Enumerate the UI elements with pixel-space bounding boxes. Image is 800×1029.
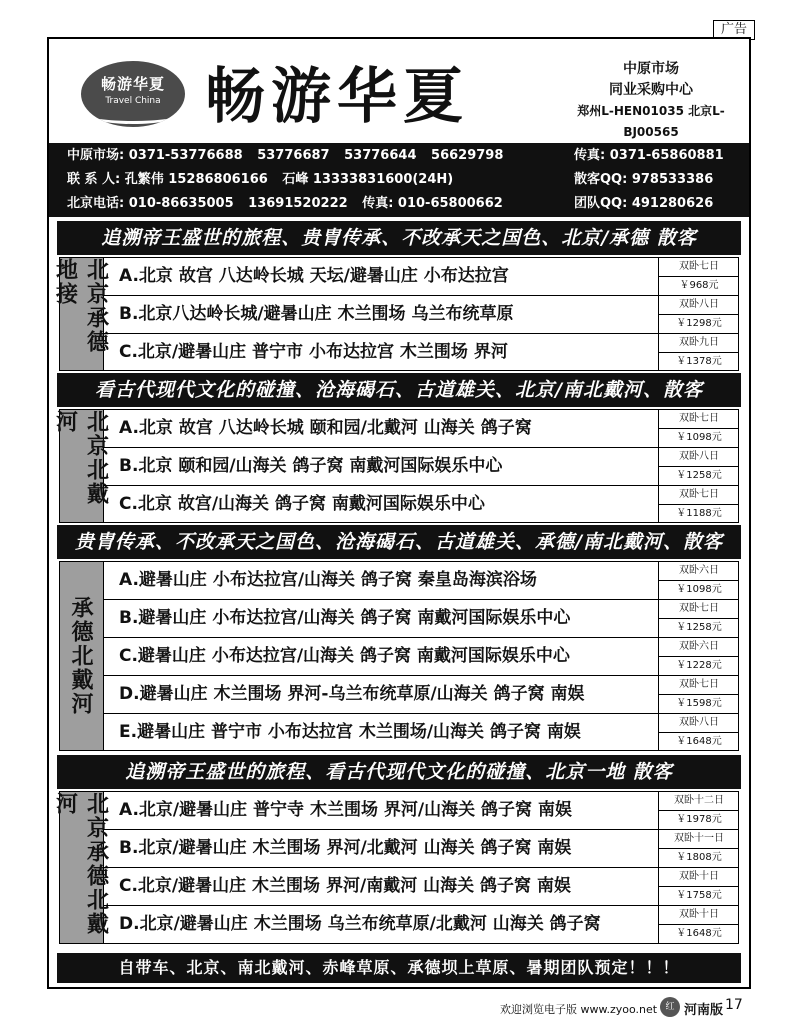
duration: 双卧八日 bbox=[659, 448, 739, 467]
contact-row-2 bbox=[67, 168, 463, 192]
price: ￥1758元 bbox=[676, 890, 722, 901]
duration: 双卧十日 bbox=[659, 906, 739, 925]
route-row bbox=[103, 410, 739, 448]
fax-zhengzhou: 传真: 0371-65860881 bbox=[574, 148, 724, 163]
duration: 双卧七日 bbox=[659, 258, 739, 277]
price: ￥1258元 bbox=[676, 622, 722, 633]
duration: 双卧七日 bbox=[659, 600, 739, 619]
duration: 双卧十日 bbox=[659, 868, 739, 887]
price-box bbox=[658, 258, 739, 295]
price-box bbox=[658, 638, 739, 675]
price: ￥1648元 bbox=[676, 736, 722, 747]
route-section bbox=[52, 409, 739, 523]
section-banner: 看古代现代文化的碰撞、沧海碣石、古道雄关、北京/南北戴河、散客 bbox=[57, 373, 741, 407]
price-box bbox=[658, 334, 739, 371]
region-label: 承德北戴河 bbox=[60, 562, 104, 750]
section-banner: 贵胄传承、不改承天之国色、沧海碣石、古道雄关、承德/南北戴河、散客 bbox=[57, 525, 741, 559]
route-text: B.北京八达岭长城/避暑山庄 木兰围场 乌兰布统草原 bbox=[119, 304, 514, 324]
duration: 双卧八日 bbox=[659, 296, 739, 315]
route-row bbox=[103, 600, 739, 638]
route-row bbox=[103, 486, 739, 524]
market-name: 中原市场 bbox=[623, 61, 679, 77]
route-text: C.北京/避暑山庄 木兰围场 界河/南戴河 山海关 鸽子窝 南娱 bbox=[119, 876, 571, 896]
route-text: D.北京/避暑山庄 木兰围场 乌兰布统草原/北戴河 山海关 鸽子窝 bbox=[119, 914, 601, 934]
price-box bbox=[658, 676, 739, 713]
price: ￥1598元 bbox=[676, 698, 722, 709]
price: ￥1188元 bbox=[676, 508, 722, 519]
region-label: 北京承德地接 bbox=[60, 258, 104, 370]
center-info bbox=[551, 59, 751, 143]
route-row bbox=[103, 906, 739, 944]
route-text: B.北京 颐和园/山海关 鸽子窝 南戴河国际娱乐中心 bbox=[119, 456, 503, 476]
route-row bbox=[103, 868, 739, 906]
route-text: A.避暑山庄 小布达拉宫/山海关 鸽子窝 秦皇岛海滨浴场 bbox=[119, 570, 537, 590]
duration: 双卧九日 bbox=[659, 334, 739, 353]
beijing-phone: 北京电话: 010-86635005 bbox=[67, 196, 234, 211]
footer-banner: 自带车、北京、南北戴河、赤峰草原、承德坝上草原、暑期团队预定！！！ bbox=[57, 953, 741, 983]
contact-person: 石峰 13333831600(24H) bbox=[282, 172, 454, 187]
route-text: A.北京 故宫 八达岭长城 颐和园/北戴河 山海关 鸽子窝 bbox=[119, 418, 532, 438]
route-text: A.北京 故宫 八达岭长城 天坛/避暑山庄 小布达拉宫 bbox=[119, 266, 509, 286]
route-text: E.避暑山庄 普宁市 小布达拉宫 木兰围场/山海关 鸽子窝 南娱 bbox=[119, 722, 581, 742]
route-section bbox=[52, 791, 739, 944]
route-row bbox=[103, 334, 739, 372]
price-box bbox=[658, 486, 739, 523]
route-row bbox=[103, 714, 739, 752]
price-box bbox=[658, 296, 739, 333]
duration: 双卧七日 bbox=[659, 410, 739, 429]
newspaper-logo-icon: 红 bbox=[660, 997, 680, 1017]
price: ￥1648元 bbox=[676, 928, 722, 939]
brand-title: 畅游华夏 bbox=[205, 62, 469, 132]
route-text: C.北京 故宫/山海关 鸽子窝 南戴河国际娱乐中心 bbox=[119, 494, 485, 514]
price-box bbox=[658, 714, 739, 751]
price: ￥1228元 bbox=[676, 660, 722, 671]
duration: 双卧六日 bbox=[659, 638, 739, 657]
contact-person: 联 系 人: 孔繁伟 15286806166 bbox=[67, 172, 268, 187]
route-section bbox=[52, 257, 739, 371]
page-number: 17 bbox=[725, 997, 743, 1013]
price-box bbox=[658, 830, 739, 867]
duration: 双卧七日 bbox=[659, 676, 739, 695]
route-text: A.北京/避暑山庄 普宁寺 木兰围场 界河/山海关 鸽子窝 南娱 bbox=[119, 800, 572, 820]
route-row bbox=[103, 562, 739, 600]
route-section bbox=[59, 561, 739, 751]
region-label: 北京北戴河 bbox=[60, 410, 104, 522]
edition-label: 河南版 bbox=[684, 1003, 724, 1018]
route-row bbox=[103, 830, 739, 868]
phone-number: 0371-53776688 bbox=[128, 148, 243, 163]
duration: 双卧七日 bbox=[659, 486, 739, 505]
beijing-mobile: 13691520222 bbox=[248, 196, 348, 211]
route-text: D.避暑山庄 木兰围场 界河-乌兰布统草原/山海关 鸽子窝 南娱 bbox=[119, 684, 585, 704]
price-box bbox=[658, 868, 739, 905]
logo-wave-icon bbox=[87, 105, 179, 124]
page-footer bbox=[500, 997, 760, 1019]
price-box bbox=[658, 906, 739, 943]
price-box bbox=[658, 448, 739, 485]
duration: 双卧八日 bbox=[659, 714, 739, 733]
group-qq: 团队QQ: 491280626 bbox=[574, 196, 714, 211]
contact-row-3 bbox=[67, 192, 513, 216]
logo bbox=[81, 61, 185, 127]
contact-label: 中原市场: bbox=[67, 148, 129, 163]
price-box bbox=[658, 792, 739, 829]
route-text: C.避暑山庄 小布达拉宫/山海关 鸽子窝 南戴河国际娱乐中心 bbox=[119, 646, 570, 666]
logo-text-cn: 畅游华夏 bbox=[100, 75, 165, 93]
price: ￥1808元 bbox=[676, 852, 722, 863]
contact-block bbox=[49, 143, 749, 217]
section-banner: 追溯帝王盛世的旅程、看古代现代文化的碰撞、北京一地 散客 bbox=[57, 755, 741, 789]
price-box bbox=[658, 562, 739, 599]
header bbox=[49, 39, 749, 143]
route-row bbox=[103, 792, 739, 830]
price: ￥1378元 bbox=[676, 356, 722, 367]
route-row bbox=[103, 676, 739, 714]
individual-qq: 散客QQ: 978533386 bbox=[574, 172, 714, 187]
site-link[interactable]: 欢迎浏览电子版 www.zyoo.net bbox=[500, 1003, 658, 1016]
contact-row-1 bbox=[67, 144, 513, 168]
price: ￥1098元 bbox=[676, 432, 722, 443]
route-row bbox=[103, 258, 739, 296]
ad-frame bbox=[47, 37, 751, 989]
route-row bbox=[103, 638, 739, 676]
duration: 双卧十一日 bbox=[659, 830, 739, 849]
duration: 双卧十二日 bbox=[659, 792, 739, 811]
route-row bbox=[103, 296, 739, 334]
price: ￥1258元 bbox=[676, 470, 722, 481]
price: ￥1098元 bbox=[676, 584, 722, 595]
region-label: 北京承德北戴河 bbox=[60, 792, 104, 943]
license-numbers: 郑州L-HEN01035 北京L-BJ00565 bbox=[577, 104, 725, 139]
beijing-fax: 传真: 010-65800662 bbox=[362, 196, 503, 211]
price: ￥1298元 bbox=[676, 318, 722, 329]
route-row bbox=[103, 448, 739, 486]
price: ￥1978元 bbox=[676, 814, 722, 825]
logo-text-en: Travel China bbox=[105, 96, 161, 106]
section-banner: 追溯帝王盛世的旅程、贵胄传承、不改承天之国色、北京/承德 散客 bbox=[57, 221, 741, 255]
phone-number: 56629798 bbox=[431, 148, 504, 163]
route-text: B.北京/避暑山庄 木兰围场 界河/北戴河 山海关 鸽子窝 南娱 bbox=[119, 838, 572, 858]
phone-number: 53776644 bbox=[344, 148, 417, 163]
ad-tag: 广告 bbox=[713, 20, 755, 40]
duration: 双卧六日 bbox=[659, 562, 739, 581]
route-text: C.北京/避暑山庄 普宁市 小布达拉宫 木兰围场 界河 bbox=[119, 342, 508, 362]
price-box bbox=[658, 600, 739, 637]
center-name: 同业采购中心 bbox=[609, 82, 693, 98]
price: ￥968元 bbox=[679, 280, 719, 291]
phone-number: 53776687 bbox=[257, 148, 330, 163]
route-text: B.避暑山庄 小布达拉宫/山海关 鸽子窝 南戴河国际娱乐中心 bbox=[119, 608, 571, 628]
price-box bbox=[658, 410, 739, 447]
